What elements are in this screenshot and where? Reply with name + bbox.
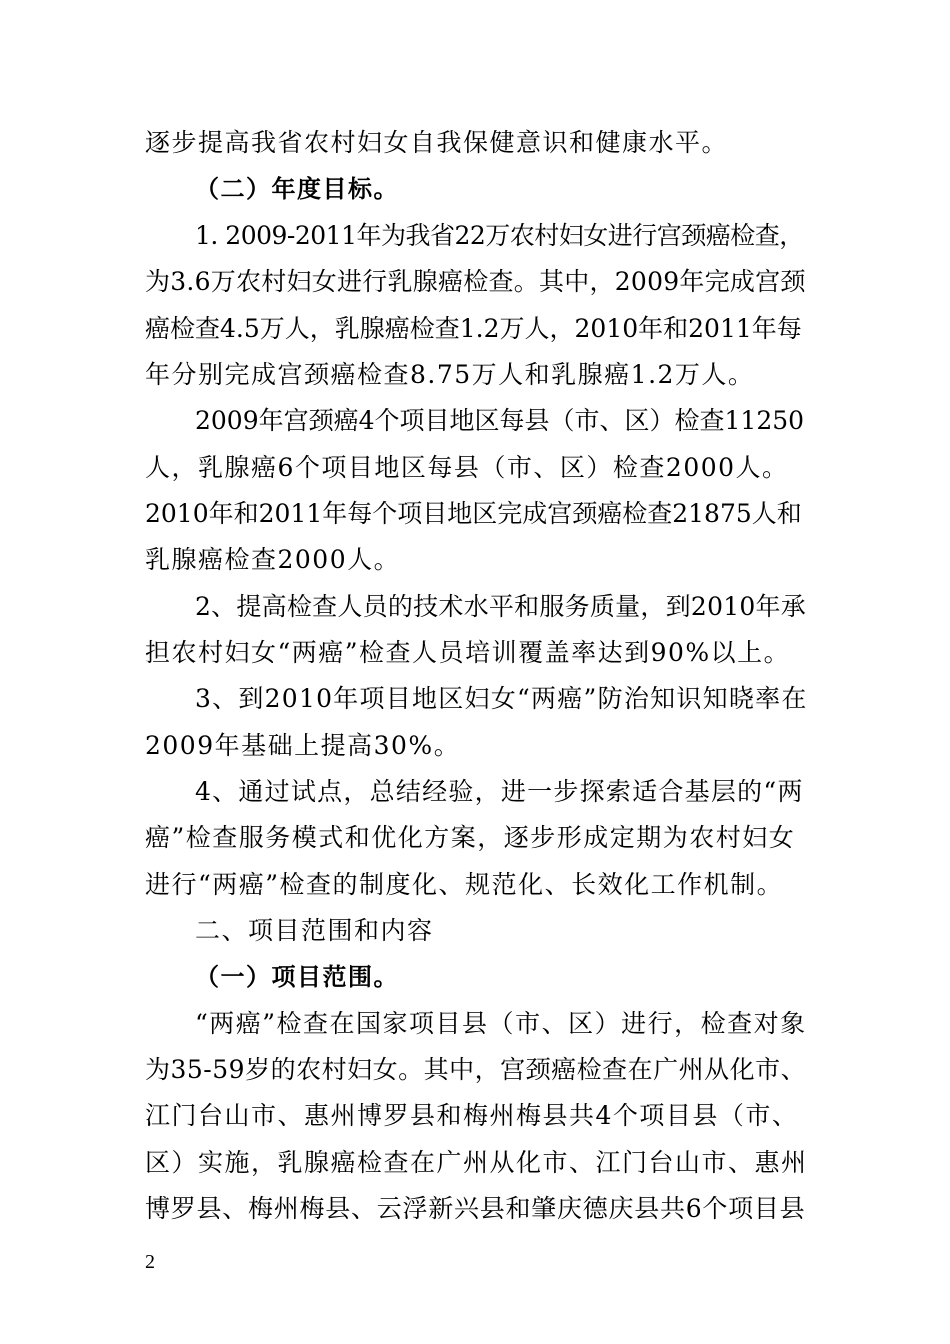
text-line: 区）实施，乳腺癌检查在广州从化市、江门台山市、惠州	[145, 1148, 808, 1177]
text-line: “两癌”检查在国家项目县（市、区）进行，检查对象	[195, 1009, 807, 1038]
text-line: 进行“两癌”检查的制度化、规范化、长效化工作机制。	[145, 870, 784, 899]
text-line: 癌检查4.5万人，乳腺癌检查1.2万人，2010年和2011年每	[145, 314, 802, 343]
text-line: 逐步提高我省农村妇女自我保健意识和健康水平。	[145, 128, 729, 157]
text-line: 江门台山市、惠州博罗县和梅州梅县共4个项目县（市、	[145, 1101, 799, 1130]
text-line: 4、通过试点，总结经验，进一步探索适合基层的“两	[195, 777, 804, 806]
text-line: 1. 2009-2011年为我省22万农村妇女进行宫颈癌检查，	[195, 221, 804, 250]
text-line: 癌”检查服务模式和优化方案，逐步形成定期为农村妇女	[145, 823, 796, 852]
text-line: 博罗县、梅州梅县、云浮新兴县和肇庆德庆县共6个项目县	[145, 1194, 806, 1223]
chapter-heading: 二、项目范围和内容	[195, 916, 434, 945]
text-line: 2009年基础上提高30%。	[145, 731, 461, 760]
section-heading: （一）项目范围。	[195, 963, 399, 991]
text-line: 年分别完成宫颈癌检查8.75万人和乳腺癌1.2万人。	[145, 360, 755, 389]
text-line: 3、到2010年项目地区妇女“两癌”防治知识知晓率在	[195, 684, 808, 713]
text-line: 2、提高检查人员的技术水平和服务质量，到2010年承	[195, 592, 807, 621]
text-line: 2009年宫颈癌4个项目地区每县（市、区）检查11250	[195, 406, 805, 435]
text-line: 2010年和2011年每个项目地区完成宫颈癌检查21875人和	[145, 499, 802, 528]
section-heading: （二）年度目标。	[195, 175, 399, 203]
text-line: 人，乳腺癌6个项目地区每县（市、区）检查2000人。	[145, 453, 789, 482]
text-line: 为35-59岁的农村妇女。其中，宫颈癌检查在广州从化市、	[145, 1055, 807, 1084]
text-line: 担农村妇女“两癌”检查人员培训覆盖率达到90%以上。	[145, 638, 791, 667]
text-line: 为3.6万农村妇女进行乳腺癌检查。其中，2009年完成宫颈	[145, 267, 806, 296]
page-number: 2	[145, 1251, 155, 1273]
text-line: 乳腺癌检查2000人。	[145, 545, 401, 574]
